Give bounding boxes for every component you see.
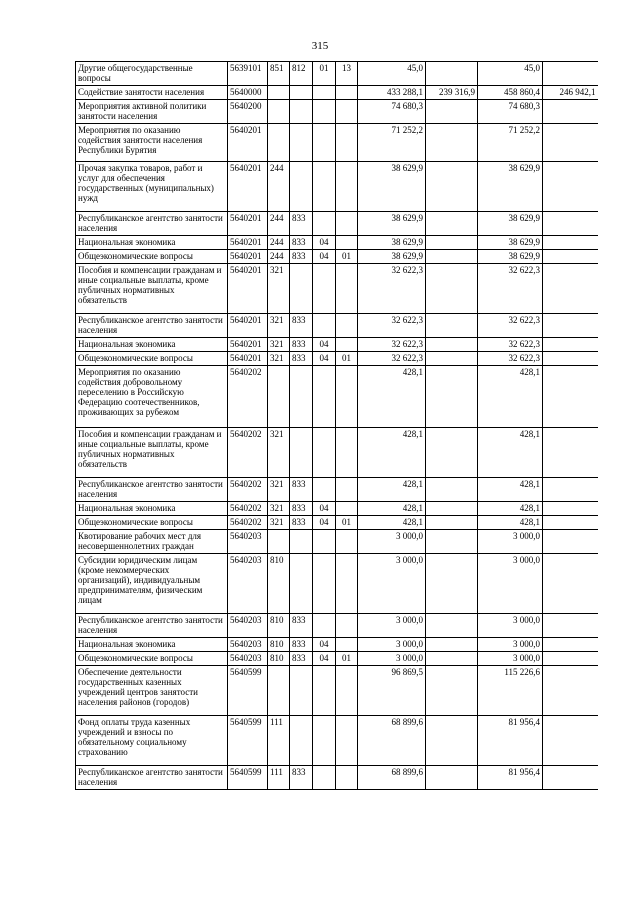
amount-federal-2 (543, 338, 598, 352)
table-row (76, 366, 598, 428)
subsection-code (336, 212, 358, 236)
item-name: Республиканское агентство занятости населения (76, 614, 228, 638)
amount-total-1: 428,1 (358, 366, 426, 428)
subsection-code (336, 614, 358, 638)
section-code (313, 554, 336, 614)
amount-federal-1 (426, 250, 478, 264)
amount-federal-2 (543, 666, 598, 716)
item-name: Национальная экономика (76, 638, 228, 652)
amount-total-1: 32 622,3 (358, 338, 426, 352)
target-article-code: 5640201 (228, 124, 268, 162)
amount-federal-1 (426, 666, 478, 716)
table-row (76, 314, 598, 338)
amount-federal-1 (426, 264, 478, 314)
amount-federal-2 (543, 766, 598, 790)
amount-federal-1 (426, 766, 478, 790)
amount-total-2: 71 252,2 (478, 124, 543, 162)
amount-federal-2 (543, 502, 598, 516)
subsection-code: 01 (336, 250, 358, 264)
expense-type-code: 321 (268, 314, 290, 338)
table-row (76, 716, 598, 766)
amount-federal-2 (543, 62, 598, 86)
expense-type-code: 321 (268, 478, 290, 502)
admin-code: 833 (290, 236, 313, 250)
admin-code (290, 554, 313, 614)
subsection-code (336, 502, 358, 516)
table-row (76, 766, 598, 790)
amount-total-1: 3 000,0 (358, 530, 426, 554)
item-name: Общеэкономические вопросы (76, 352, 228, 366)
admin-code (290, 366, 313, 428)
expense-type-code (268, 530, 290, 554)
table-row (76, 338, 598, 352)
amount-total-1: 38 629,9 (358, 236, 426, 250)
amount-total-1: 428,1 (358, 516, 426, 530)
amount-federal-2 (543, 428, 598, 478)
expense-type-code: 810 (268, 652, 290, 666)
section-code (313, 666, 336, 716)
subsection-code: 01 (336, 516, 358, 530)
amount-federal-2 (543, 100, 598, 124)
table-row (76, 62, 598, 86)
amount-federal-1 (426, 614, 478, 638)
subsection-code (336, 554, 358, 614)
section-code (313, 212, 336, 236)
admin-code: 833 (290, 250, 313, 264)
section-code (313, 264, 336, 314)
admin-code (290, 86, 313, 100)
amount-federal-1 (426, 652, 478, 666)
amount-total-2: 81 956,4 (478, 716, 543, 766)
expense-type-code: 810 (268, 614, 290, 638)
table-row (76, 428, 598, 478)
table-row (76, 352, 598, 366)
item-name: Национальная экономика (76, 502, 228, 516)
admin-code: 833 (290, 766, 313, 790)
admin-code (290, 530, 313, 554)
subsection-code (336, 638, 358, 652)
target-article-code: 5640201 (228, 314, 268, 338)
amount-federal-2: 246 942,1 (543, 86, 598, 100)
amount-federal-2 (543, 236, 598, 250)
section-code: 04 (313, 516, 336, 530)
section-code: 04 (313, 652, 336, 666)
amount-total-2: 3 000,0 (478, 530, 543, 554)
table-row (76, 212, 598, 236)
item-name: Квотирование рабочих мест для несовершеннолетних граждан (76, 530, 228, 554)
section-code: 01 (313, 62, 336, 86)
section-code: 04 (313, 250, 336, 264)
amount-total-1: 3 000,0 (358, 614, 426, 638)
amount-total-1: 428,1 (358, 428, 426, 478)
admin-code: 833 (290, 338, 313, 352)
expense-type-code (268, 86, 290, 100)
amount-total-2: 38 629,9 (478, 212, 543, 236)
subsection-code (336, 124, 358, 162)
table-row (76, 478, 598, 502)
amount-total-2: 458 860,4 (478, 86, 543, 100)
item-name: Национальная экономика (76, 338, 228, 352)
amount-federal-1 (426, 236, 478, 250)
amount-total-2: 3 000,0 (478, 652, 543, 666)
target-article-code: 5640201 (228, 212, 268, 236)
amount-total-2: 38 629,9 (478, 236, 543, 250)
amount-federal-1 (426, 352, 478, 366)
admin-code: 833 (290, 652, 313, 666)
amount-total-2: 428,1 (478, 502, 543, 516)
amount-total-2: 38 629,9 (478, 250, 543, 264)
amount-total-2: 74 680,3 (478, 100, 543, 124)
target-article-code: 5640201 (228, 338, 268, 352)
table-row (76, 554, 598, 614)
subsection-code (336, 366, 358, 428)
amount-total-2: 32 622,3 (478, 338, 543, 352)
admin-code: 833 (290, 314, 313, 338)
amount-federal-1 (426, 366, 478, 428)
admin-code: 833 (290, 502, 313, 516)
table-row (76, 666, 598, 716)
amount-total-1: 38 629,9 (358, 162, 426, 212)
admin-code: 833 (290, 638, 313, 652)
item-name: Мероприятия по оказанию содействия добровольному переселению в Российскую Федерацию соотечественников, проживающих за рубежом (76, 366, 228, 428)
amount-total-2: 3 000,0 (478, 614, 543, 638)
section-code (313, 716, 336, 766)
amount-total-1: 96 869,5 (358, 666, 426, 716)
expense-type-code: 321 (268, 264, 290, 314)
amount-federal-2 (543, 554, 598, 614)
expense-type-code: 244 (268, 250, 290, 264)
target-article-code: 5640201 (228, 352, 268, 366)
admin-code (290, 162, 313, 212)
amount-federal-2 (543, 614, 598, 638)
expense-type-code: 321 (268, 516, 290, 530)
amount-total-2: 38 629,9 (478, 162, 543, 212)
amount-total-2: 115 226,6 (478, 666, 543, 716)
section-code (313, 530, 336, 554)
section-code (313, 428, 336, 478)
target-article-code: 5640203 (228, 638, 268, 652)
amount-federal-2 (543, 652, 598, 666)
amount-federal-1 (426, 638, 478, 652)
table-row (76, 638, 598, 652)
amount-federal-2 (543, 264, 598, 314)
section-code (313, 478, 336, 502)
amount-total-1: 32 622,3 (358, 314, 426, 338)
subsection-code (336, 162, 358, 212)
section-code (313, 124, 336, 162)
admin-code: 833 (290, 352, 313, 366)
amount-total-2: 3 000,0 (478, 554, 543, 614)
amount-total-1: 32 622,3 (358, 352, 426, 366)
item-name: Республиканское агентство занятости населения (76, 766, 228, 790)
amount-total-1: 428,1 (358, 502, 426, 516)
section-code (313, 366, 336, 428)
table-row (76, 124, 598, 162)
admin-code: 833 (290, 614, 313, 638)
subsection-code (336, 478, 358, 502)
expense-type-code (268, 666, 290, 716)
target-article-code: 5640201 (228, 236, 268, 250)
item-name: Общеэкономические вопросы (76, 250, 228, 264)
amount-total-2: 45,0 (478, 62, 543, 86)
amount-federal-2 (543, 212, 598, 236)
item-name: Общеэкономические вопросы (76, 516, 228, 530)
expense-type-code: 321 (268, 428, 290, 478)
subsection-code (336, 530, 358, 554)
item-name: Пособия и компенсации гражданам и иные социальные выплаты, кроме публичных нормативных обязательств (76, 428, 228, 478)
target-article-code: 5639101 (228, 62, 268, 86)
amount-total-1: 68 899,6 (358, 766, 426, 790)
admin-code (290, 100, 313, 124)
amount-federal-1 (426, 530, 478, 554)
expense-type-code (268, 100, 290, 124)
table-row (76, 652, 598, 666)
amount-total-1: 3 000,0 (358, 638, 426, 652)
target-article-code: 5640203 (228, 530, 268, 554)
section-code: 04 (313, 338, 336, 352)
admin-code: 833 (290, 478, 313, 502)
amount-total-2: 428,1 (478, 516, 543, 530)
amount-federal-1 (426, 516, 478, 530)
section-code (313, 86, 336, 100)
target-article-code: 5640599 (228, 766, 268, 790)
amount-federal-2 (543, 516, 598, 530)
target-article-code: 5640203 (228, 554, 268, 614)
admin-code: 812 (290, 62, 313, 86)
target-article-code: 5640599 (228, 716, 268, 766)
section-code (313, 766, 336, 790)
amount-federal-1: 239 316,9 (426, 86, 478, 100)
amount-total-2: 3 000,0 (478, 638, 543, 652)
item-name: Прочая закупка товаров, работ и услуг для обеспечения государственных (муниципальных) нужд (76, 162, 228, 212)
expense-type-code: 111 (268, 766, 290, 790)
admin-code: 833 (290, 212, 313, 236)
expense-type-code: 321 (268, 338, 290, 352)
amount-federal-1 (426, 62, 478, 86)
amount-federal-2 (543, 162, 598, 212)
amount-total-2: 32 622,3 (478, 352, 543, 366)
target-article-code: 5640200 (228, 100, 268, 124)
admin-code: 833 (290, 516, 313, 530)
table-row (76, 162, 598, 212)
item-name: Субсидии юридическим лицам (кроме некоммерческих организаций), индивидуальным предпринимателям, физическим лицам (76, 554, 228, 614)
subsection-code (336, 338, 358, 352)
section-code (313, 614, 336, 638)
admin-code (290, 716, 313, 766)
target-article-code: 5640202 (228, 478, 268, 502)
target-article-code: 5640201 (228, 264, 268, 314)
expense-type-code: 244 (268, 236, 290, 250)
amount-federal-1 (426, 428, 478, 478)
item-name: Общеэкономические вопросы (76, 652, 228, 666)
amount-total-2: 32 622,3 (478, 264, 543, 314)
table-row (76, 236, 598, 250)
amount-federal-1 (426, 124, 478, 162)
target-article-code: 5640202 (228, 428, 268, 478)
section-code (313, 162, 336, 212)
item-name: Другие общегосударственные вопросы (76, 62, 228, 86)
subsection-code: 01 (336, 652, 358, 666)
item-name: Мероприятия по оказанию содействия занятости населения Республики Бурятия (76, 124, 228, 162)
amount-federal-1 (426, 554, 478, 614)
item-name: Республиканское агентство занятости населения (76, 212, 228, 236)
amount-federal-2 (543, 478, 598, 502)
amount-federal-2 (543, 638, 598, 652)
target-article-code: 5640201 (228, 250, 268, 264)
amount-total-1: 74 680,3 (358, 100, 426, 124)
subsection-code (336, 264, 358, 314)
target-article-code: 5640202 (228, 366, 268, 428)
expense-type-code: 244 (268, 212, 290, 236)
section-code: 04 (313, 502, 336, 516)
amount-total-1: 433 288,1 (358, 86, 426, 100)
admin-code (290, 666, 313, 716)
expense-type-code: 244 (268, 162, 290, 212)
section-code: 04 (313, 236, 336, 250)
amount-total-1: 32 622,3 (358, 264, 426, 314)
amount-federal-2 (543, 716, 598, 766)
subsection-code (336, 236, 358, 250)
subsection-code (336, 100, 358, 124)
budget-table (75, 61, 598, 790)
amount-federal-2 (543, 366, 598, 428)
amount-federal-1 (426, 162, 478, 212)
amount-federal-2 (543, 352, 598, 366)
item-name: Обеспечение деятельности государственных казенных учреждений центров занятости населения районов (городов) (76, 666, 228, 716)
expense-type-code (268, 124, 290, 162)
item-name: Пособия и компенсации гражданам и иные социальные выплаты, кроме публичных нормативных обязательств (76, 264, 228, 314)
target-article-code: 5640202 (228, 502, 268, 516)
amount-total-1: 428,1 (358, 478, 426, 502)
amount-federal-1 (426, 100, 478, 124)
amount-federal-1 (426, 314, 478, 338)
table-row (76, 250, 598, 264)
subsection-code (336, 86, 358, 100)
section-code (313, 100, 336, 124)
expense-type-code: 810 (268, 638, 290, 652)
section-code: 04 (313, 638, 336, 652)
amount-total-1: 3 000,0 (358, 652, 426, 666)
table-row (76, 100, 598, 124)
amount-federal-2 (543, 250, 598, 264)
table-row (76, 264, 598, 314)
subsection-code (336, 716, 358, 766)
page-number: 315 (311, 40, 329, 52)
target-article-code: 5640203 (228, 614, 268, 638)
amount-total-2: 81 956,4 (478, 766, 543, 790)
admin-code (290, 124, 313, 162)
subsection-code (336, 766, 358, 790)
amount-total-1: 38 629,9 (358, 250, 426, 264)
expense-type-code: 321 (268, 502, 290, 516)
table-row (76, 530, 598, 554)
subsection-code (336, 314, 358, 338)
item-name: Фонд оплаты труда казенных учреждений и взносы по обязательному социальному страхованию (76, 716, 228, 766)
table-row (76, 614, 598, 638)
expense-type-code: 111 (268, 716, 290, 766)
item-name: Мероприятия активной политики занятости населения (76, 100, 228, 124)
section-code (313, 314, 336, 338)
section-code: 04 (313, 352, 336, 366)
item-name: Содействие занятости населения (76, 86, 228, 100)
expense-type-code: 851 (268, 62, 290, 86)
amount-total-1: 71 252,2 (358, 124, 426, 162)
amount-total-1: 45,0 (358, 62, 426, 86)
item-name: Республиканское агентство занятости населения (76, 314, 228, 338)
item-name: Республиканское агентство занятости населения (76, 478, 228, 502)
amount-total-1: 68 899,6 (358, 716, 426, 766)
target-article-code: 5640202 (228, 516, 268, 530)
table-row (76, 86, 598, 100)
target-article-code: 5640201 (228, 162, 268, 212)
table-row (76, 516, 598, 530)
admin-code (290, 264, 313, 314)
amount-federal-1 (426, 478, 478, 502)
amount-federal-1 (426, 716, 478, 766)
amount-total-2: 32 622,3 (478, 314, 543, 338)
amount-federal-2 (543, 124, 598, 162)
expense-type-code: 321 (268, 352, 290, 366)
subsection-code: 01 (336, 352, 358, 366)
amount-federal-1 (426, 502, 478, 516)
item-name: Национальная экономика (76, 236, 228, 250)
amount-total-2: 428,1 (478, 366, 543, 428)
amount-total-2: 428,1 (478, 428, 543, 478)
subsection-code (336, 666, 358, 716)
target-article-code: 5640203 (228, 652, 268, 666)
amount-federal-2 (543, 314, 598, 338)
subsection-code (336, 428, 358, 478)
amount-federal-2 (543, 530, 598, 554)
amount-federal-1 (426, 212, 478, 236)
amount-total-2: 428,1 (478, 478, 543, 502)
expense-type-code (268, 366, 290, 428)
amount-total-1: 38 629,9 (358, 212, 426, 236)
target-article-code: 5640000 (228, 86, 268, 100)
table-row (76, 502, 598, 516)
amount-federal-1 (426, 338, 478, 352)
subsection-code: 13 (336, 62, 358, 86)
target-article-code: 5640599 (228, 666, 268, 716)
expense-type-code: 810 (268, 554, 290, 614)
amount-total-1: 3 000,0 (358, 554, 426, 614)
admin-code (290, 428, 313, 478)
